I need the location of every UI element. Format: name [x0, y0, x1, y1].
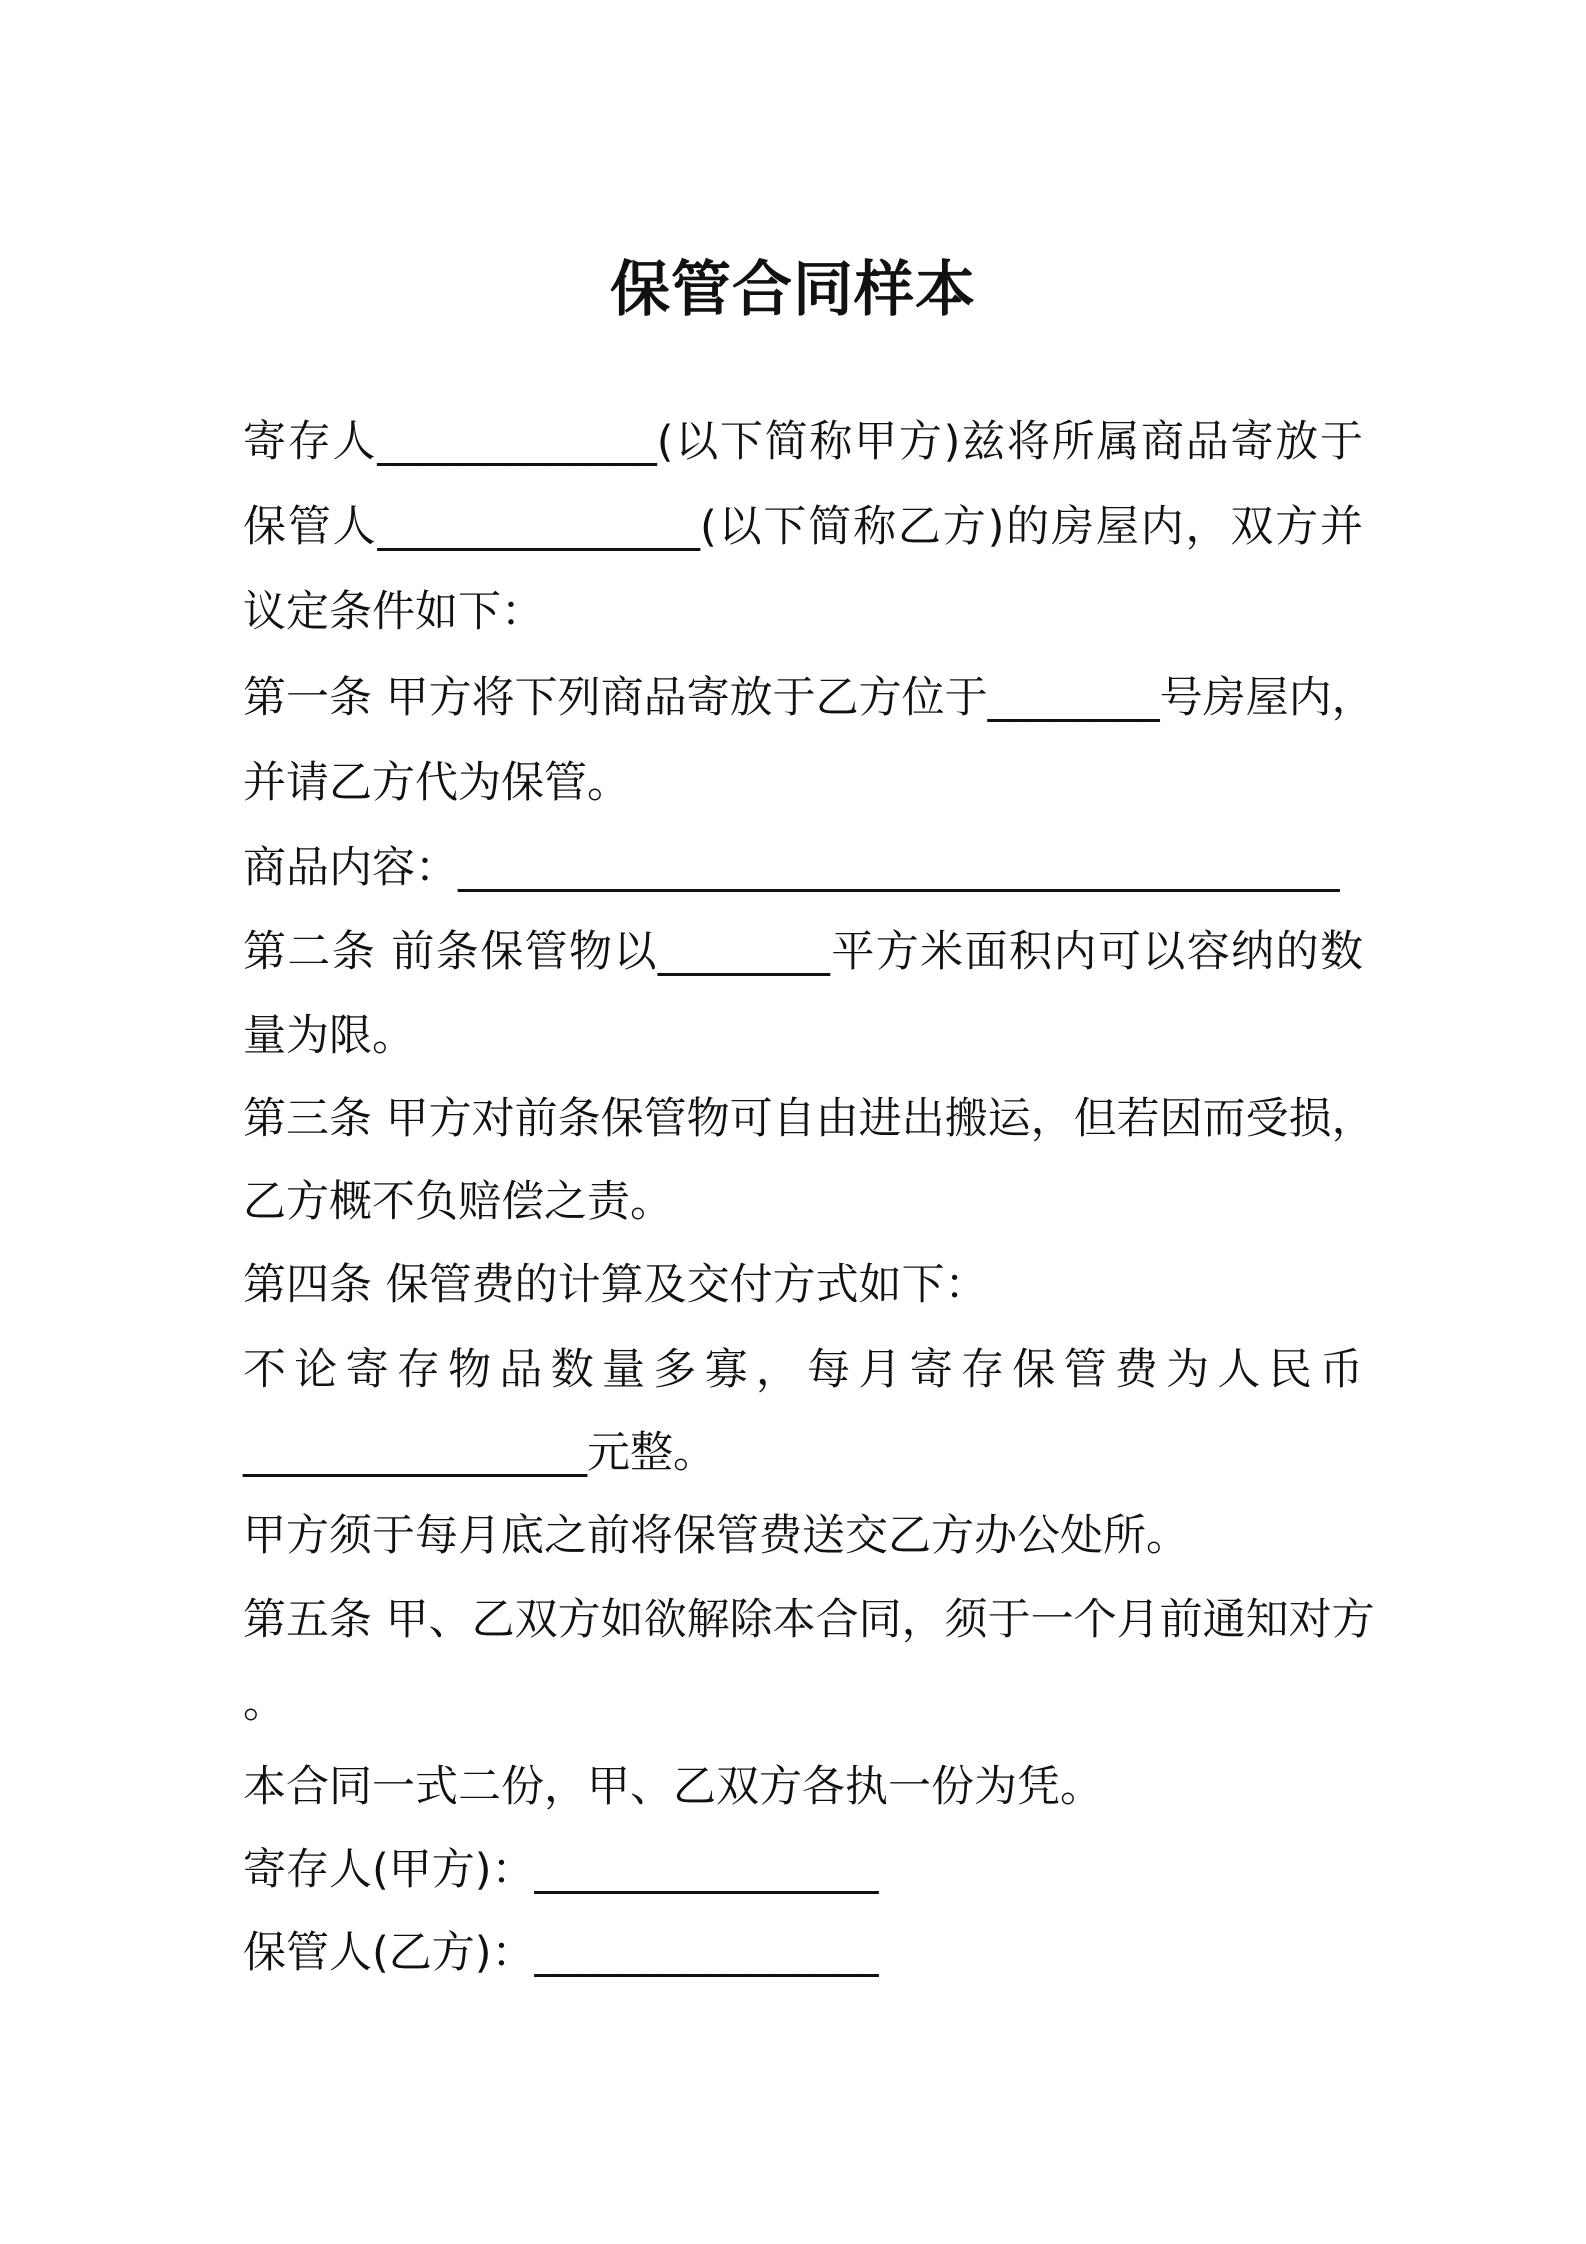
article-3-line: 乙方概不负赔偿之责。 [243, 1177, 673, 1227]
article-1-line: 并请乙方代为保管。 [243, 758, 630, 808]
article-1-line: 第一条 甲方将下列商品寄放于乙方位于________号房屋内， [243, 673, 1375, 723]
clause-line: 寄存人_____________(以下简称甲方)兹将所属商品寄放于 [243, 417, 1363, 467]
depositor-signature-line: 寄存人(甲方)：________________ [243, 1845, 879, 1895]
custodian-signature-line: 保管人(乙方)：________________ [243, 1928, 879, 1978]
copies-line: 本合同一式二份，甲、乙双方各执一份为凭。 [243, 1762, 1103, 1812]
clause-line: 议定条件如下： [243, 587, 544, 637]
article-5-line: 第五条 甲、乙双方如欲解除本合同，须于一个月前通知对方 [243, 1595, 1375, 1645]
document-title: 保管合同样本 [610, 255, 976, 325]
article-2-line: 第二条 前条保管物以________平方米面积内可以容纳的数 [243, 927, 1363, 977]
goods-content-line: 商品内容：_________________________________________ [243, 843, 1340, 893]
article-4-line: 第四条 保管费的计算及交付方式如下： [243, 1260, 988, 1310]
fee-amount-line: ________________元整。 [243, 1428, 716, 1478]
article-5-line: 。 [243, 1678, 286, 1728]
article-2-line: 量为限。 [243, 1011, 415, 1061]
clause-line: 保管人_______________(以下简称乙方)的房屋内，双方并 [243, 502, 1363, 552]
fee-line: 不论寄存物品数量多寡，每月寄存保管费为人民币 [243, 1345, 1363, 1395]
payment-line: 甲方须于每月底之前将保管费送交乙方办公处所。 [243, 1511, 1189, 1561]
article-3-line: 第三条 甲方对前条保管物可自由进出搬运，但若因而受损， [243, 1094, 1375, 1144]
